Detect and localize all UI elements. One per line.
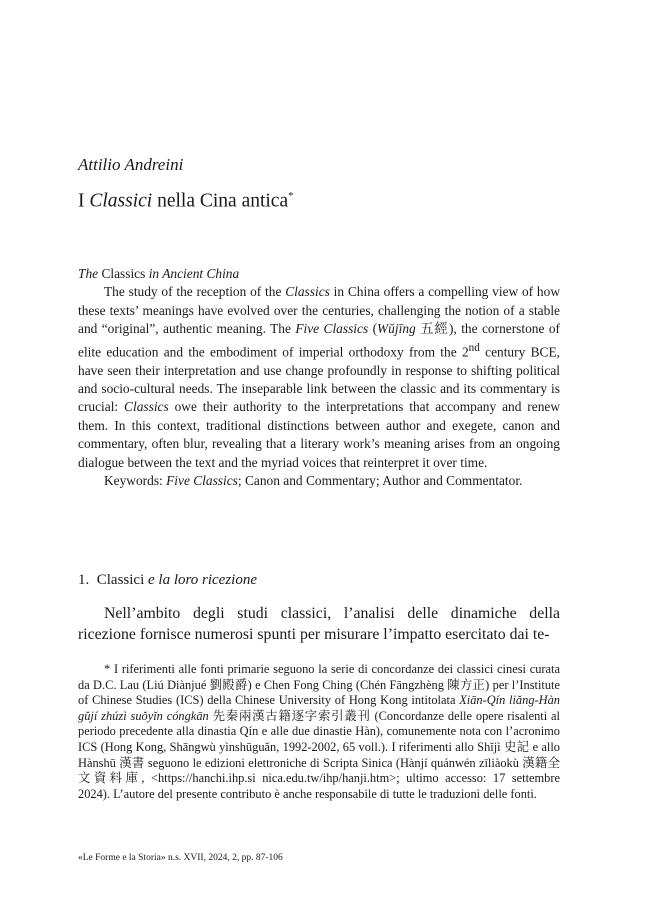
- abstract-text: The study of the reception of the: [104, 284, 286, 300]
- abstract: [78, 265, 560, 490]
- keyword: ; Canon and Commentary; Author and Commentator.: [237, 472, 523, 488]
- footnote-text: * I riferimenti alle fonti primarie seguono la serie di concordanze dei classici cinesi curata da D.C. Lau (Liú Diànjué 劉殿爵) e Chen Fong Ching (Chén Fāngzhèng 陳方正) per l’Institute of Chinese Studies (ICS) della Chinese University of Hong Kong intitolata: [78, 662, 560, 708]
- keyword: Five Classics: [166, 472, 238, 488]
- title-prefix: I: [78, 190, 90, 212]
- abstract-title: [78, 265, 560, 283]
- abstract-text: nd: [468, 341, 480, 354]
- body-paragraph: Nell’ambito degli studi classici, l’analisi delle dinamiche della ricezione fornisce numerosi spunti per misurare l’impatto esercitato dai te-: [78, 605, 560, 643]
- abstract-text: owe their authority to the interpretations that accompany and renew them. In this context, traditional distinctions between author and exegete, canon and commentary, often blur, revealing that a literary work’s meaning arises from an ongoing dialogue between the text and the myriad voices that reinterpret it over time.: [78, 399, 560, 470]
- abstract-title-part: in Ancient China: [148, 266, 240, 281]
- article-title: [78, 190, 294, 213]
- abstract-paragraph: [78, 283, 560, 472]
- abstract-text: Classics: [124, 399, 169, 415]
- abstract-title-part: The: [78, 266, 99, 281]
- title-italic: Classici: [89, 190, 153, 212]
- title-suffix: nella Cina antica: [152, 190, 289, 212]
- section-heading: [78, 572, 257, 589]
- abstract-text: Classics: [285, 284, 330, 300]
- section-title-part: e la loro ricezione: [148, 572, 258, 588]
- abstract-text: 五經), the cornerstone of elite education and the embodiment of imperial orthodoxy from the 2: [78, 321, 560, 360]
- footnote-marker[interactable]: *: [288, 190, 294, 202]
- footnote-text: 先秦兩漢古籍逐字索引叢刊 (Concordanze delle opere risalenti al periodo precedente alla dinastia Qín e alle due dinastie Hàn), comunemente nota con l’acronimo ICS (Hong Kong, Shāngwù yìnshūguăn, 1992-2002, 65 voll.). I riferimenti allo Shĭjì 史記 e allo Hànshū 漢書 seguono le edizioni elettroniche di Scripta Sinica (Hànjí quánwén zīliàokù 漢籍全文資料庫, <https://hanchi.ihp.si nica.edu.tw/ihp/hanji.htm>; ultimo accesso: 17 settembre 2024). L’autore del presente contributo è anche responsabile di tutte le traduzioni delle fonti.: [78, 708, 560, 801]
- section-number: 1.: [78, 572, 90, 588]
- abstract-text: Wŭjīng: [377, 321, 416, 337]
- abstract-text: in China offers a compelling view of how these texts’ meanings have evolved over the centuries, challenging the notion of a stable and “original”, authentic meaning. The: [78, 284, 560, 337]
- journal-citation: «Le Forme e la Storia» n.s. XVII, 2024, 2, pp. 87-106: [78, 853, 283, 863]
- keywords-label: Keywords:: [104, 472, 167, 488]
- footnote: [78, 662, 560, 802]
- abstract-text: Five Classics: [295, 321, 369, 337]
- abstract-text: century BCE, have seen their interpretation and use change profoundly in response to shifting political and socio-cultural needs. The inseparable link between the classic and its commentary is crucial:: [78, 344, 560, 415]
- footnote-text: Xiān-Qín liăng-Hàn gŭjí zhúzì suŏyĭn cóngkān: [78, 693, 560, 723]
- abstract-text: (: [368, 321, 378, 337]
- abstract-title-part: Classics: [98, 266, 149, 281]
- section-title-part: Classici: [96, 572, 148, 588]
- author-name: Attilio Andreini: [78, 155, 184, 174]
- keywords: [78, 472, 560, 490]
